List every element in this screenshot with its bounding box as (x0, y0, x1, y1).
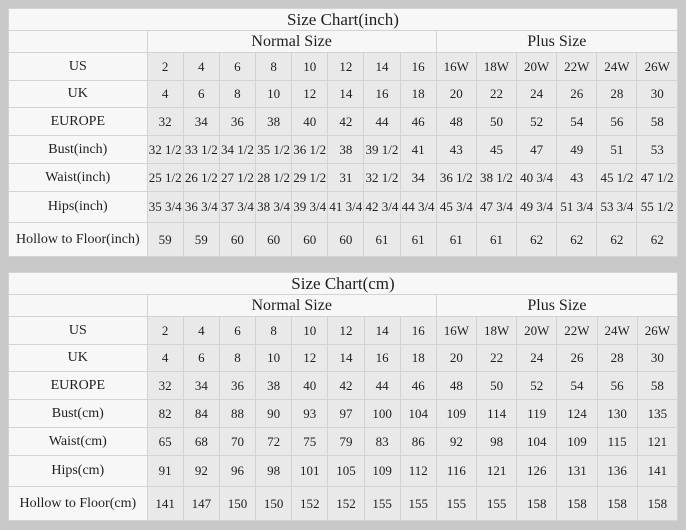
size-cell: 86 (400, 428, 436, 456)
size-cell: 60 (292, 223, 328, 257)
size-cell: 155 (477, 487, 517, 521)
size-cell: 50 (477, 372, 517, 400)
row-label: UK (9, 81, 148, 108)
size-cell: 84 (183, 400, 219, 428)
size-cell: 42 3/4 (364, 192, 400, 223)
size-cell: 10 (292, 53, 328, 81)
size-cell: 22 (476, 81, 516, 108)
size-cell: 38 (256, 108, 292, 136)
row-label: Bust(inch) (9, 136, 148, 164)
size-cell: 79 (328, 428, 364, 456)
size-cell: 4 (183, 53, 219, 81)
size-cell: 101 (292, 456, 328, 487)
size-cell: 126 (517, 456, 557, 487)
size-cell: 62 (557, 223, 597, 257)
table-title: Size Chart(inch) (9, 9, 678, 31)
size-cell: 2 (147, 317, 183, 345)
row-label: Waist(inch) (9, 164, 148, 192)
size-cell: 98 (256, 456, 292, 487)
size-cell: 2 (147, 53, 183, 81)
size-cell: 47 3/4 (476, 192, 516, 223)
table-row (9, 53, 678, 81)
size-cell: 40 (292, 372, 328, 400)
table-row (9, 164, 678, 192)
size-cell: 26 1/2 (183, 164, 219, 192)
size-cell: 30 (637, 81, 678, 108)
row-label: US (9, 53, 148, 81)
size-cell: 12 (328, 53, 364, 81)
size-cell: 16 (364, 81, 400, 108)
size-cell: 32 (147, 372, 183, 400)
size-cell: 98 (477, 428, 517, 456)
size-cell: 109 (364, 456, 400, 487)
size-cell: 33 1/2 (183, 136, 219, 164)
size-cell: 10 (256, 81, 292, 108)
size-cell: 45 1/2 (597, 164, 637, 192)
size-cell: 52 (517, 372, 557, 400)
row-label: Hollow to Floor(inch) (9, 223, 148, 257)
size-cell: 24W (597, 317, 637, 345)
size-cell: 50 (476, 108, 516, 136)
size-cell: 8 (219, 81, 255, 108)
size-cell: 104 (517, 428, 557, 456)
row-label: Hollow to Floor(cm) (9, 487, 148, 521)
size-cell: 68 (183, 428, 219, 456)
size-cell: 16 (364, 345, 400, 372)
size-cell: 6 (219, 317, 255, 345)
size-cell: 56 (597, 372, 637, 400)
size-cell: 6 (183, 345, 219, 372)
row-label: Waist(cm) (9, 428, 148, 456)
size-cell: 121 (637, 428, 677, 456)
size-cell: 158 (517, 487, 557, 521)
size-cell: 34 (183, 372, 219, 400)
size-cell: 82 (147, 400, 183, 428)
size-cell: 34 (400, 164, 436, 192)
table-row (9, 428, 678, 456)
size-cell: 32 (147, 108, 183, 136)
size-cell: 92 (183, 456, 219, 487)
normal-size-header: Normal Size (147, 295, 436, 317)
table-row (9, 345, 678, 372)
size-cell: 24 (517, 81, 557, 108)
size-cell: 72 (256, 428, 292, 456)
size-cell: 20 (436, 81, 476, 108)
size-cell: 6 (219, 53, 255, 81)
size-cell: 16W (436, 317, 476, 345)
size-cell: 38 1/2 (476, 164, 516, 192)
size-cell: 43 (557, 164, 597, 192)
table-row (9, 108, 678, 136)
size-cell: 141 (147, 487, 183, 521)
size-cell: 135 (637, 400, 677, 428)
size-cell: 62 (517, 223, 557, 257)
size-cell: 28 1/2 (256, 164, 292, 192)
size-cell: 12 (292, 345, 328, 372)
size-cell: 48 (436, 108, 476, 136)
size-cell: 39 3/4 (292, 192, 328, 223)
size-cell: 114 (477, 400, 517, 428)
size-cell: 14 (364, 317, 400, 345)
size-cell: 16 (400, 53, 436, 81)
size-cell: 90 (256, 400, 292, 428)
size-cell: 40 3/4 (517, 164, 557, 192)
size-cell: 28 (597, 345, 637, 372)
size-cell: 51 3/4 (557, 192, 597, 223)
size-cell: 48 (436, 372, 476, 400)
row-label: US (9, 317, 148, 345)
size-cell: 26 (557, 345, 597, 372)
size-cell: 14 (364, 53, 400, 81)
size-chart-inch-table (8, 8, 678, 257)
size-cell: 46 (400, 108, 436, 136)
size-cell: 8 (256, 53, 292, 81)
row-label: Hips(inch) (9, 192, 148, 223)
corner-cell (9, 295, 148, 317)
size-cell: 65 (147, 428, 183, 456)
row-label: EUROPE (9, 108, 148, 136)
size-cell: 92 (436, 428, 476, 456)
size-cell: 97 (328, 400, 364, 428)
size-cell: 130 (597, 400, 637, 428)
size-cell: 8 (219, 345, 255, 372)
size-cell: 155 (436, 487, 476, 521)
size-cell: 14 (328, 81, 364, 108)
size-cell: 35 1/2 (256, 136, 292, 164)
size-cell: 6 (183, 81, 219, 108)
size-cell: 49 3/4 (517, 192, 557, 223)
size-cell: 36 1/2 (436, 164, 476, 192)
size-cell: 44 (364, 372, 400, 400)
size-cell: 44 3/4 (400, 192, 436, 223)
size-chart-cm-table (8, 272, 678, 521)
size-cell: 24W (597, 53, 637, 81)
size-cell: 124 (557, 400, 597, 428)
size-cell: 58 (637, 108, 678, 136)
size-cell: 158 (637, 487, 677, 521)
size-cell: 56 (597, 108, 637, 136)
size-cell: 36 1/2 (292, 136, 328, 164)
size-cell: 26 (557, 81, 597, 108)
row-label: Hips(cm) (9, 456, 148, 487)
corner-cell (9, 31, 148, 53)
size-cell: 96 (219, 456, 255, 487)
size-cell: 115 (597, 428, 637, 456)
size-cell: 16 (400, 317, 436, 345)
size-cell: 20 (436, 345, 476, 372)
size-cell: 93 (292, 400, 328, 428)
size-cell: 27 1/2 (219, 164, 255, 192)
size-cell: 60 (219, 223, 255, 257)
size-cell: 59 (183, 223, 219, 257)
size-cell: 37 3/4 (219, 192, 255, 223)
size-cell: 150 (219, 487, 255, 521)
size-cell: 30 (637, 345, 677, 372)
size-cell: 47 (517, 136, 557, 164)
normal-size-header: Normal Size (147, 31, 436, 53)
size-cell: 29 1/2 (292, 164, 328, 192)
plus-size-header: Plus Size (436, 295, 677, 317)
size-cell: 51 (597, 136, 637, 164)
size-cell: 42 (328, 108, 364, 136)
size-cell: 4 (147, 81, 183, 108)
size-cell: 22W (557, 317, 597, 345)
size-cell: 20W (517, 53, 557, 81)
size-cell: 38 (328, 136, 364, 164)
size-cell: 83 (364, 428, 400, 456)
size-cell: 12 (292, 81, 328, 108)
size-cell: 62 (637, 223, 678, 257)
table-title-row (9, 9, 678, 31)
table-title-row (9, 273, 678, 295)
size-cell: 22W (557, 53, 597, 81)
size-cell: 100 (364, 400, 400, 428)
size-cell: 61 (364, 223, 400, 257)
size-cell: 32 1/2 (364, 164, 400, 192)
size-cell: 91 (147, 456, 183, 487)
size-cell: 152 (328, 487, 364, 521)
table-row (9, 317, 678, 345)
size-cell: 59 (147, 223, 183, 257)
table-row (9, 192, 678, 223)
size-cell: 35 3/4 (147, 192, 183, 223)
size-cell: 42 (328, 372, 364, 400)
size-cell: 4 (147, 345, 183, 372)
size-cell: 52 (517, 108, 557, 136)
size-cell: 4 (183, 317, 219, 345)
size-cell: 44 (364, 108, 400, 136)
size-cell: 61 (476, 223, 516, 257)
size-cell: 136 (597, 456, 637, 487)
row-label: UK (9, 345, 148, 372)
size-cell: 26W (637, 53, 678, 81)
size-cell: 41 (400, 136, 436, 164)
size-cell: 112 (400, 456, 436, 487)
table-row (9, 372, 678, 400)
size-cell: 10 (292, 317, 328, 345)
size-cell: 18W (477, 317, 517, 345)
size-cell: 26W (637, 317, 677, 345)
size-cell: 60 (328, 223, 364, 257)
size-cell: 16W (436, 53, 476, 81)
size-cell: 49 (557, 136, 597, 164)
size-cell: 121 (477, 456, 517, 487)
table-body (9, 317, 678, 521)
column-group-row (9, 31, 678, 53)
table-row (9, 81, 678, 108)
table-title: Size Chart(cm) (9, 273, 678, 295)
size-cell: 60 (256, 223, 292, 257)
size-cell: 24 (517, 345, 557, 372)
size-cell: 43 (436, 136, 476, 164)
table-row (9, 136, 678, 164)
size-cell: 55 1/2 (637, 192, 678, 223)
size-cell: 131 (557, 456, 597, 487)
table-body (9, 53, 678, 257)
size-cell: 18W (476, 53, 516, 81)
size-cell: 109 (436, 400, 476, 428)
size-cell: 25 1/2 (147, 164, 183, 192)
size-cell: 152 (292, 487, 328, 521)
size-cell: 38 (256, 372, 292, 400)
size-cell: 119 (517, 400, 557, 428)
size-cell: 141 (637, 456, 677, 487)
size-cell: 18 (400, 81, 436, 108)
size-cell: 47 1/2 (637, 164, 678, 192)
size-cell: 61 (436, 223, 476, 257)
size-cell: 31 (328, 164, 364, 192)
table-row (9, 456, 678, 487)
size-cell: 22 (477, 345, 517, 372)
size-cell: 28 (597, 81, 637, 108)
size-cell: 20W (517, 317, 557, 345)
size-cell: 155 (400, 487, 436, 521)
size-cell: 18 (400, 345, 436, 372)
size-cell: 62 (597, 223, 637, 257)
size-cell: 53 3/4 (597, 192, 637, 223)
size-cell: 88 (219, 400, 255, 428)
size-cell: 54 (557, 372, 597, 400)
size-cell: 36 (219, 372, 255, 400)
size-cell: 58 (637, 372, 677, 400)
size-cell: 53 (637, 136, 678, 164)
table-row (9, 487, 678, 521)
table-row (9, 400, 678, 428)
size-cell: 12 (328, 317, 364, 345)
size-cell: 10 (256, 345, 292, 372)
size-cell: 45 3/4 (436, 192, 476, 223)
size-cell: 158 (557, 487, 597, 521)
size-cell: 32 1/2 (147, 136, 183, 164)
size-cell: 8 (256, 317, 292, 345)
size-cell: 38 3/4 (256, 192, 292, 223)
size-cell: 155 (364, 487, 400, 521)
size-cell: 75 (292, 428, 328, 456)
size-cell: 150 (256, 487, 292, 521)
row-label: Bust(cm) (9, 400, 148, 428)
size-cell: 34 (183, 108, 219, 136)
size-cell: 109 (557, 428, 597, 456)
size-cell: 41 3/4 (328, 192, 364, 223)
size-cell: 46 (400, 372, 436, 400)
size-cell: 34 1/2 (219, 136, 255, 164)
size-cell: 39 1/2 (364, 136, 400, 164)
table-row (9, 223, 678, 257)
size-cell: 105 (328, 456, 364, 487)
size-cell: 104 (400, 400, 436, 428)
size-cell: 54 (557, 108, 597, 136)
size-cell: 36 (219, 108, 255, 136)
row-label: EUROPE (9, 372, 148, 400)
size-cell: 14 (328, 345, 364, 372)
size-cell: 70 (219, 428, 255, 456)
size-cell: 147 (183, 487, 219, 521)
size-cell: 40 (292, 108, 328, 136)
plus-size-header: Plus Size (436, 31, 677, 53)
size-cell: 61 (400, 223, 436, 257)
size-cell: 116 (436, 456, 476, 487)
size-cell: 158 (597, 487, 637, 521)
size-cell: 36 3/4 (183, 192, 219, 223)
size-cell: 45 (476, 136, 516, 164)
column-group-row (9, 295, 678, 317)
